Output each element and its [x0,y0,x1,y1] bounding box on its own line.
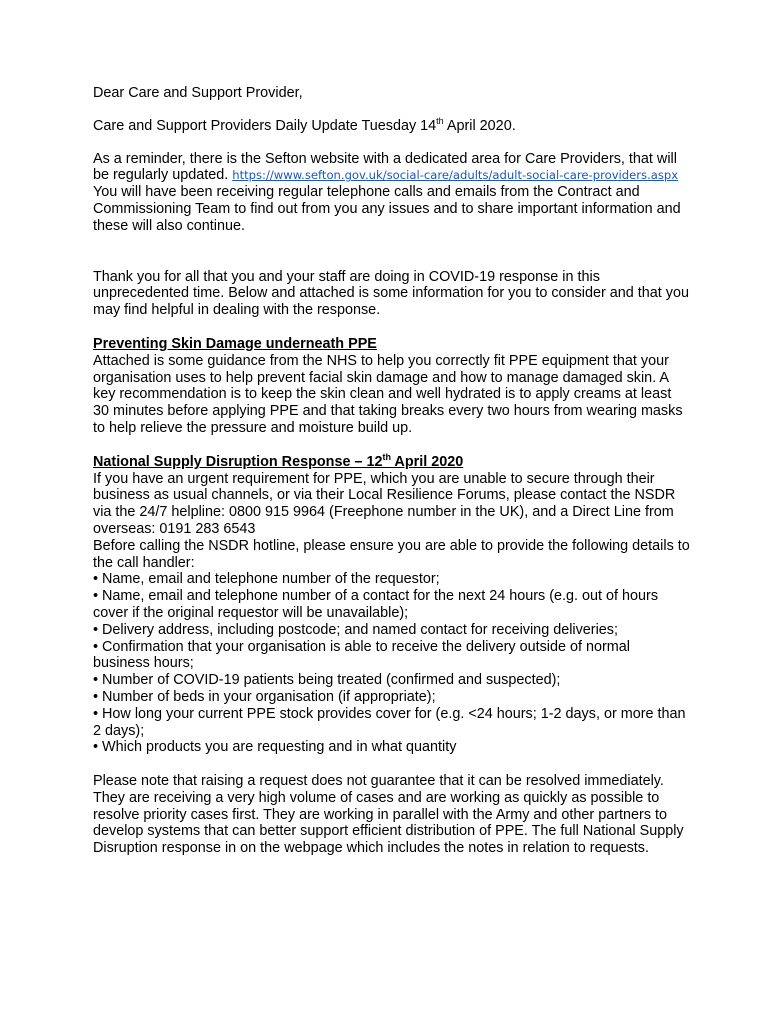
list-item: • Which products you are requesting and in what quantity [93,739,457,756]
nsdr-heading [93,451,690,471]
skin-damage-section [93,336,690,437]
update-line-prefix: Care and Support Providers Daily Update Tuesday 14 [93,117,437,134]
nsdr-heading-sup: th [382,451,391,462]
list-item: • Confirmation that your organisation is able to receive the delivery outside of normal business hours; [93,638,630,672]
nsdr-heading-prefix: National Supply Disruption Response – 12 [93,453,383,470]
skin-damage-heading: Preventing Skin Damage underneath PPE [93,335,377,352]
list-item: • Delivery address, including postcode; and named contact for receiving deliveries; [93,621,618,638]
reminder-paragraph [93,151,690,235]
nsdr-heading-suffix: April 2020 [390,453,464,470]
reminder-text-after: You will have been receiving regular telephone calls and emails from the Contract and Commissioning Team to find out from you any issues and to share important information and these will also continue. [93,184,681,234]
list-item: • Name, email and telephone number of a contact for the next 24 hours (e.g. out of hours cover if the original requestor will be unavailable); [93,588,659,621]
nsdr-section [93,451,690,756]
closing-paragraph: Please note that raising a request does not guarantee that it can be resolved immediately. They are receiving a very high volume of cases and are working as quickly as possible to resolve priority cases first. They are working in parallel with the Army and other partners to develop systems that can better support efficient distribution of PPE. The full National Supply Disruption response in on the webpage which includes the notes in relation to requests. [93,773,684,857]
update-line-suffix: April 2020. [443,117,516,134]
list-item: • Number of beds in your organisation (if appropriate); [93,688,436,705]
sefton-website-link[interactable]: https://www.sefton.gov.uk/social-care/adults/adult-social-care-providers.aspx [232,168,679,183]
nsdr-intro: If you have an urgent requirement for PPE, which you are unable to secure through their business as usual channels, or via their Local Resilience Forums, please contact the NSDR via the 24/7 helpline: 0800 915 9964 (Freephone number in the UK), and a Direct Line from overseas: 0191 283 6543 [93,470,676,537]
greeting: Dear Care and Support Provider, [93,85,303,101]
list-item: • Name, email and telephone number of the requestor; [93,571,440,588]
nsdr-details-list [93,571,690,756]
update-line-sup: th [436,116,444,126]
daily-update-line [93,118,690,135]
reminder-text-before: As a reminder, there is the Sefton website with a dedicated area for Care Providers, that will be regularly updated. [93,150,677,184]
skin-damage-body: Attached is some guidance from the NHS to help you correctly fit PPE equipment that your organisation uses to help prevent facial skin damage and how to manage damaged skin. A key recommendation is to keep the skin clean and well hydrated is to apply creams at least 30 minutes before applying PPE and that taking breaks every two hours from wearing masks to help relieve the pressure and moisture build up. [93,352,683,436]
nsdr-before-calling: Before calling the NSDR hotline, please ensure you are able to provide the following details to the call handler: [93,537,690,571]
list-item: • How long your current PPE stock provides cover for (e.g. <24 hours; 1-2 days, or more than 2 days); [93,705,686,739]
thanks-paragraph: Thank you for all that you and your staff are doing in COVID-19 response in this unprecedented time. Below and attached is some information for you to consider and that you may find helpful in dealing with the response. [93,268,689,319]
list-item: • Number of COVID-19 patients being treated (confirmed and suspected); [93,672,561,689]
